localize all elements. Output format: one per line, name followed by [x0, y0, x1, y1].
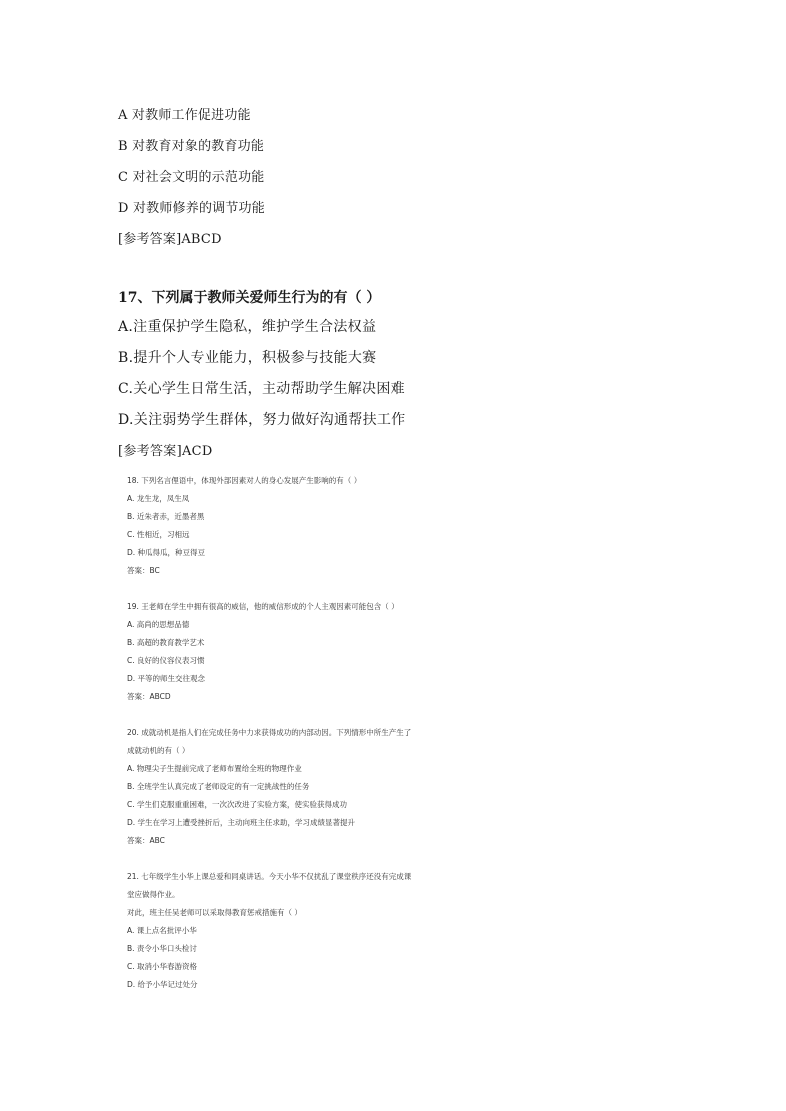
q16-option-a: A 对教师工作促进功能 — [118, 108, 251, 123]
q17-option-c: C.关心学生日常生活，主动帮助学生解决困难 — [118, 381, 405, 397]
q20-answer: 答案：ABC — [127, 836, 165, 845]
q20-option-d: D. 学生在学习上遭受挫折后，主动向班主任求助，学习成绩显著提升 — [127, 818, 356, 827]
q18-option-b: B. 近朱者赤，近墨者黑 — [127, 512, 205, 521]
q21-stem: 21. 七年级学生小华上课总爱和同桌讲话。今天小华不仅扰乱了课堂秩序还没有完成课 — [127, 872, 412, 881]
q20-stem-continued: 成就动机的有（ ） — [127, 746, 190, 755]
q20-option-c: C. 学生们克服重重困难，一次次改进了实验方案，使实验获得成功 — [127, 800, 348, 809]
q18-option-a: A. 龙生龙，凤生凤 — [127, 494, 190, 503]
q21-stem-question: 对此，班主任吴老师可以采取得教育惩戒措施有（ ） — [127, 908, 302, 917]
q16-option-d: D 对教师修养的调节功能 — [118, 201, 265, 216]
q20-option-a: A. 物理尖子生提前完成了老师布置给全班的物理作业 — [127, 764, 302, 773]
q18-option-c: C. 性相近，习相远 — [127, 530, 190, 539]
q20-stem: 20. 成就动机是指人们在完成任务中力求获得成功的内部动因。下列情形中所生产生了 — [127, 728, 412, 737]
q17-option-b: B.提升个人专业能力，积极参与技能大赛 — [118, 350, 377, 366]
q19-option-c: C. 良好的仪容仪表习惯 — [127, 656, 205, 665]
q19-stem: 19. 王老师在学生中拥有很高的威信，他的威信形成的个人主观因素可能包含（ ） — [127, 602, 399, 611]
q21-option-c: C. 取消小华春游资格 — [127, 962, 198, 971]
question-18-block — [127, 472, 361, 580]
q20-option-b: B. 全班学生认真完成了老师设定的有一定挑战性的任务 — [127, 782, 310, 791]
q17-answer: [参考答案]ACD — [118, 444, 213, 459]
question-17-block — [118, 284, 405, 467]
q19-option-a: A. 高尚的思想品德 — [127, 620, 190, 629]
question-19-block — [127, 598, 399, 706]
q21-stem-continued: 堂应做得作业。 — [127, 890, 180, 899]
q16-option-c: C 对社会文明的示范功能 — [118, 170, 265, 185]
q19-option-d: D. 平等的师生交往观念 — [127, 674, 206, 683]
q16-answer: [参考答案]ABCD — [118, 232, 222, 247]
q18-stem: 18. 下列名言俚语中，体现外部因素对人的身心发展产生影响的有（ ） — [127, 476, 362, 485]
q17-option-a: A.注重保护学生隐私，维护学生合法权益 — [118, 319, 377, 335]
question-20-block — [127, 724, 411, 850]
q21-option-a: A. 课上点名批评小华 — [127, 926, 197, 935]
q19-answer: 答案：ABCD — [127, 692, 171, 701]
q18-option-d: D. 种瓜得瓜，种豆得豆 — [127, 548, 206, 557]
q18-answer: 答案：BC — [127, 566, 160, 575]
q19-option-b: B. 高超的教育教学艺术 — [127, 638, 205, 647]
question-21-block — [127, 868, 411, 994]
q21-option-b: B. 责令小华口头检讨 — [127, 944, 197, 953]
q17-option-d: D.关注弱势学生群体，努力做好沟通帮扶工作 — [118, 412, 406, 428]
q16-option-b: B 对教育对象的教育功能 — [118, 139, 265, 154]
q17-title: 17、下列属于教师关爱师生行为的有（ ） — [118, 290, 381, 306]
q21-option-d: D. 给予小华记过处分 — [127, 980, 198, 989]
question-16-block — [118, 100, 265, 255]
